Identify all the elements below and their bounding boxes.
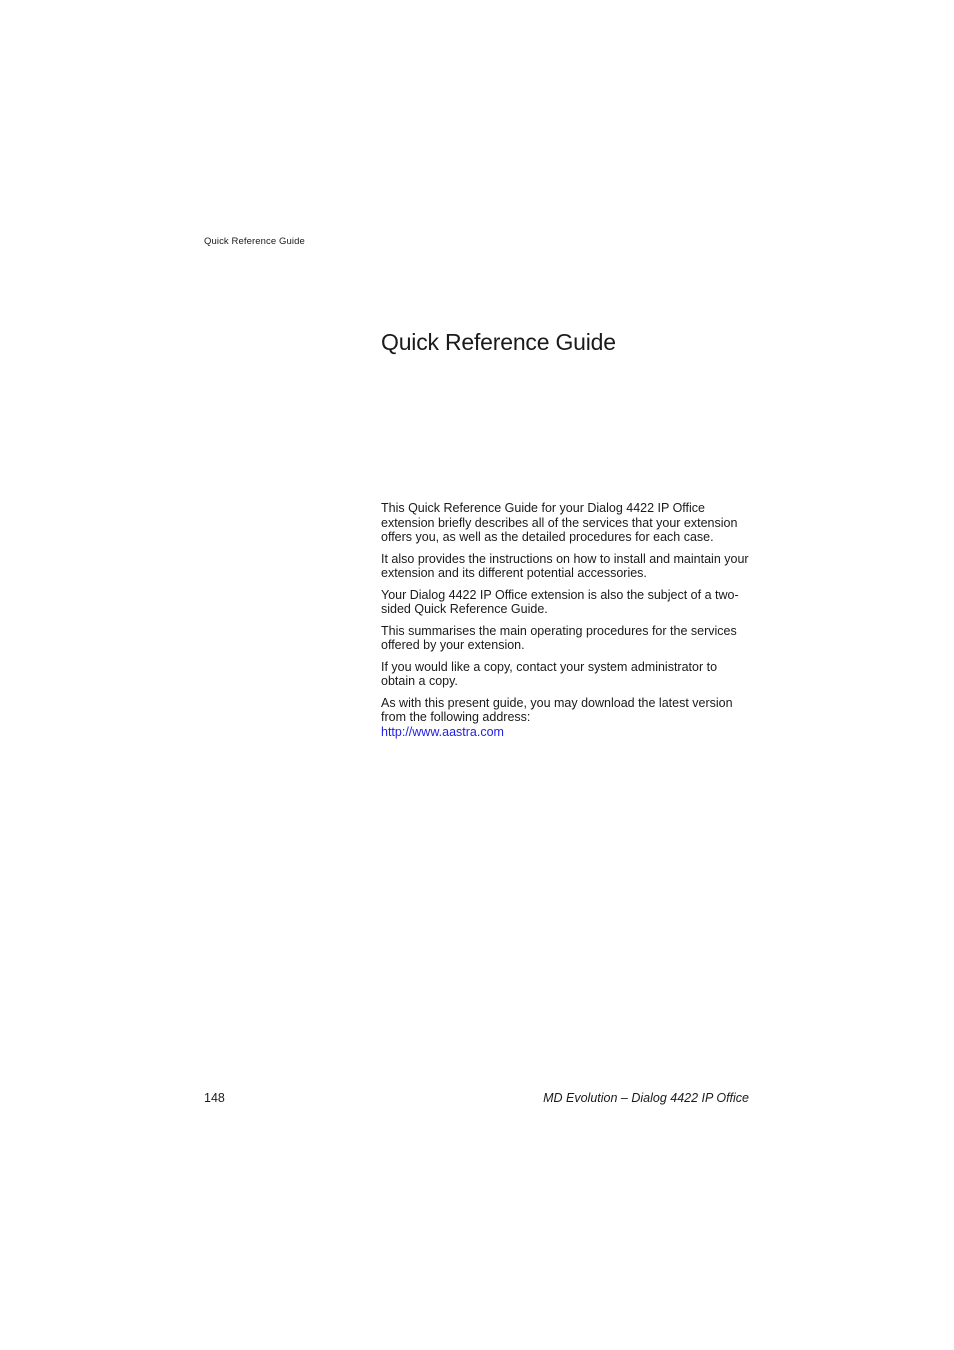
paragraph-copy: If you would like a copy, contact your system administrator to obtain a copy.: [381, 659, 718, 688]
download-text: As with this present guide, you may download the latest version from the following address:: [381, 695, 733, 724]
page-number: 148: [204, 1091, 225, 1105]
running-header: Quick Reference Guide: [204, 236, 305, 247]
footer-document-title: MD Evolution – Dialog 4422 IP Office: [543, 1091, 749, 1105]
paragraph-instructions: It also provides the instructions on how to install and maintain your extension and its different potential accessories.: [381, 551, 749, 580]
paragraph-two-sided-guide: Your Dialog 4422 IP Office extension is also the subject of a two-sided Quick Reference Guide.: [381, 587, 739, 616]
page-title: Quick Reference Guide: [381, 329, 616, 355]
paragraph-download: [381, 696, 753, 740]
aastra-link[interactable]: http://www.aastra.com: [381, 724, 504, 739]
body-text: [381, 501, 753, 739]
paragraph-summary: This summarises the main operating procedures for the services offered by your extension.: [381, 623, 737, 652]
paragraph-intro: This Quick Reference Guide for your Dialog 4422 IP Office extension briefly describes all of the services that your extension offers you, as well as the detailed procedures for each case.: [381, 501, 738, 544]
